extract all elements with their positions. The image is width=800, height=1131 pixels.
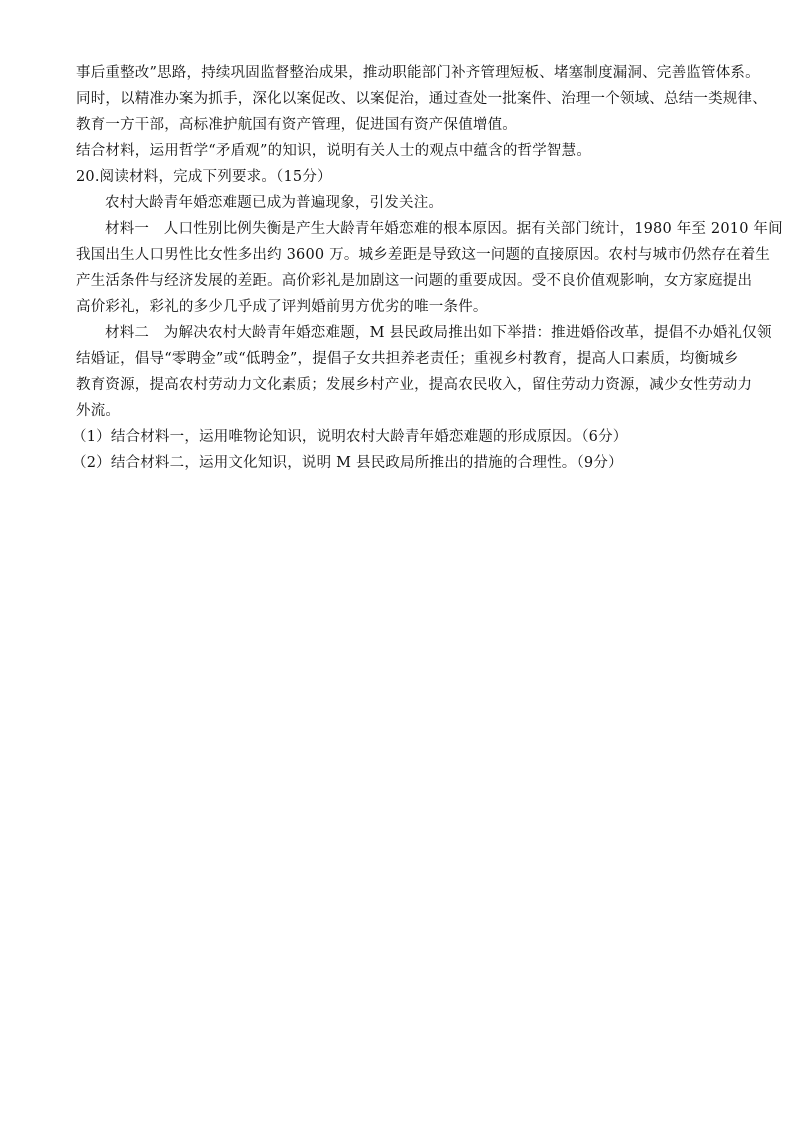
intro-line: 教育一方干部，高标准护航国有资产管理，促进国有资产保值增值。 — [76, 117, 517, 133]
sub-question-2: （2）结合材料二，运用文化知识，说明 M 县民政局所推出的措施的合理性。（9分） — [72, 455, 623, 471]
material-1-line: 我国出生人口男性比女性多出约 3600 万。城乡差距是导致这一问题的直接原因。农村与城市仍然存在着生 — [76, 247, 771, 263]
question-20-lead: 农村大龄青年婚恋难题已成为普遍现象，引发关注。 — [105, 195, 444, 211]
material-2-line: 结婚证，倡导“零聘金”或“低聘金”，提倡子女共担养老责任；重视乡村教育，提高人口素质，均衡城乡 — [76, 351, 739, 367]
material-2-line: 材料二 为解决农村大龄青年婚恋难题，M 县民政局推出如下举措：推进婚俗改革，提倡不办婚礼仅领 — [105, 325, 772, 341]
document-page — [72, 60, 783, 476]
intro-line: 同时，以精准办案为抓手，深化以案促改、以案促治，通过查处一批案件、治理一个领域、总结一类规律、 — [76, 91, 767, 107]
material-1-line: 高价彩礼，彩礼的多少几乎成了评判婚前男方优劣的唯一条件。 — [76, 299, 488, 315]
question-20-heading: 20.阅读材料，完成下列要求。（15分） — [76, 169, 332, 185]
material-2-line: 外流。 — [76, 403, 121, 419]
intro-line: 事后重整改”思路，持续巩固监督整治成果，推动职能部门补齐管理短板、堵塞制度漏洞、完善监管体系。 — [76, 65, 760, 81]
material-1-line: 产生活条件与经济发展的差距。高价彩礼是加剧这一问题的重要成因。受不良价值观影响，女方家庭提出 — [76, 273, 753, 289]
material-2-line: 教育资源，提高农村劳动力文化素质；发展乡村产业，提高农民收入，留住劳动力资源，减少女性劳动力 — [76, 377, 753, 393]
sub-question-1: （1）结合材料一，运用唯物论知识，说明农村大龄青年婚恋难题的形成原因。（6分） — [72, 429, 628, 445]
question-19-prompt: 结合材料，运用哲学“矛盾观”的知识，说明有关人士的观点中蕴含的哲学智慧。 — [76, 143, 592, 159]
material-1-line: 材料一 人口性别比例失衡是产生大龄青年婚恋难的根本原因。据有关部门统计，1980 年至 2010 年间 — [105, 221, 783, 237]
